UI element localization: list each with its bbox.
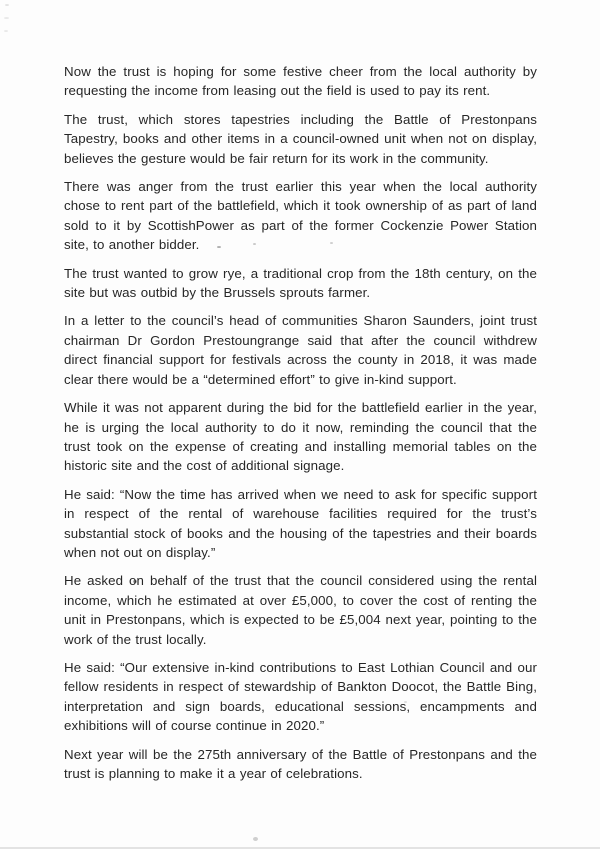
paragraph: He said: “Our extensive in-kind contributions to East Lothian Council and our fellow residents in respect of stewardship of Bankton Doocot, the Battle Bing, interpretation and sign boards, educational sessions, encampments and exhibitions will of course continue in 2020.” — [64, 659, 537, 734]
article-body — [64, 62, 537, 783]
paragraph: He said: “Now the time has arrived when we need to ask for specific support in respect of the rental of warehouse facilities required for the trust’s substantial stock of books and the housing of the tapestries and their boards when not out on display.” — [64, 486, 537, 560]
scan-artifact — [253, 837, 258, 841]
paragraph: The trust wanted to grow rye, a traditional crop from the 18th century, on the site but was outbid by the Brussels sprouts farmer. — [64, 265, 537, 301]
scan-artifact — [5, 4, 9, 6]
scan-artifact — [4, 17, 9, 19]
paragraph: Next year will be the 275th anniversary of the Battle of Prestonpans and the trust is planning to make it a year of celebrations. — [64, 746, 537, 781]
scan-artifact — [4, 30, 8, 32]
paragraph: There was anger from the trust earlier this year when the local authority chose to rent part of the battlefield, which it took ownership of as part of land sold to it by ScottishPower as part of the former Cockenzie Power Station site, to another bidder. — [64, 179, 537, 253]
paragraph: He asked on behalf of the trust that the council considered using the rental income, which he estimated at over £5,000, to cover the cost of renting the unit in Prestonpans, which is expected to be £5,004 next year, pointing to the work of the trust locally. — [64, 573, 537, 647]
paragraph: While it was not apparent during the bid for the battlefield earlier in the year, he is urging the local authority to do it now, reminding the council that the trust took on the expense of creating and installing memorial tables on the historic site and the cost of additional signage. — [64, 400, 537, 474]
paragraph: Now the trust is hoping for some festive cheer from the local authority by requesting the income from leasing out the field is used to pay its rent. — [64, 64, 537, 99]
paragraph: In a letter to the council’s head of communities Sharon Saunders, joint trust chairman Dr Gordon Prestoungrange said that after the council withdrew direct financial support for festivals across the county in 2018, it was made clear there would be a “determined effort” to give in-kind support. — [64, 313, 537, 387]
paragraph: The trust, which stores tapestries including the Battle of Prestonpans Tapestry, books and other items in a council-owned unit when not on display, believes the gesture would be fair return for its work in the community. — [64, 111, 537, 166]
